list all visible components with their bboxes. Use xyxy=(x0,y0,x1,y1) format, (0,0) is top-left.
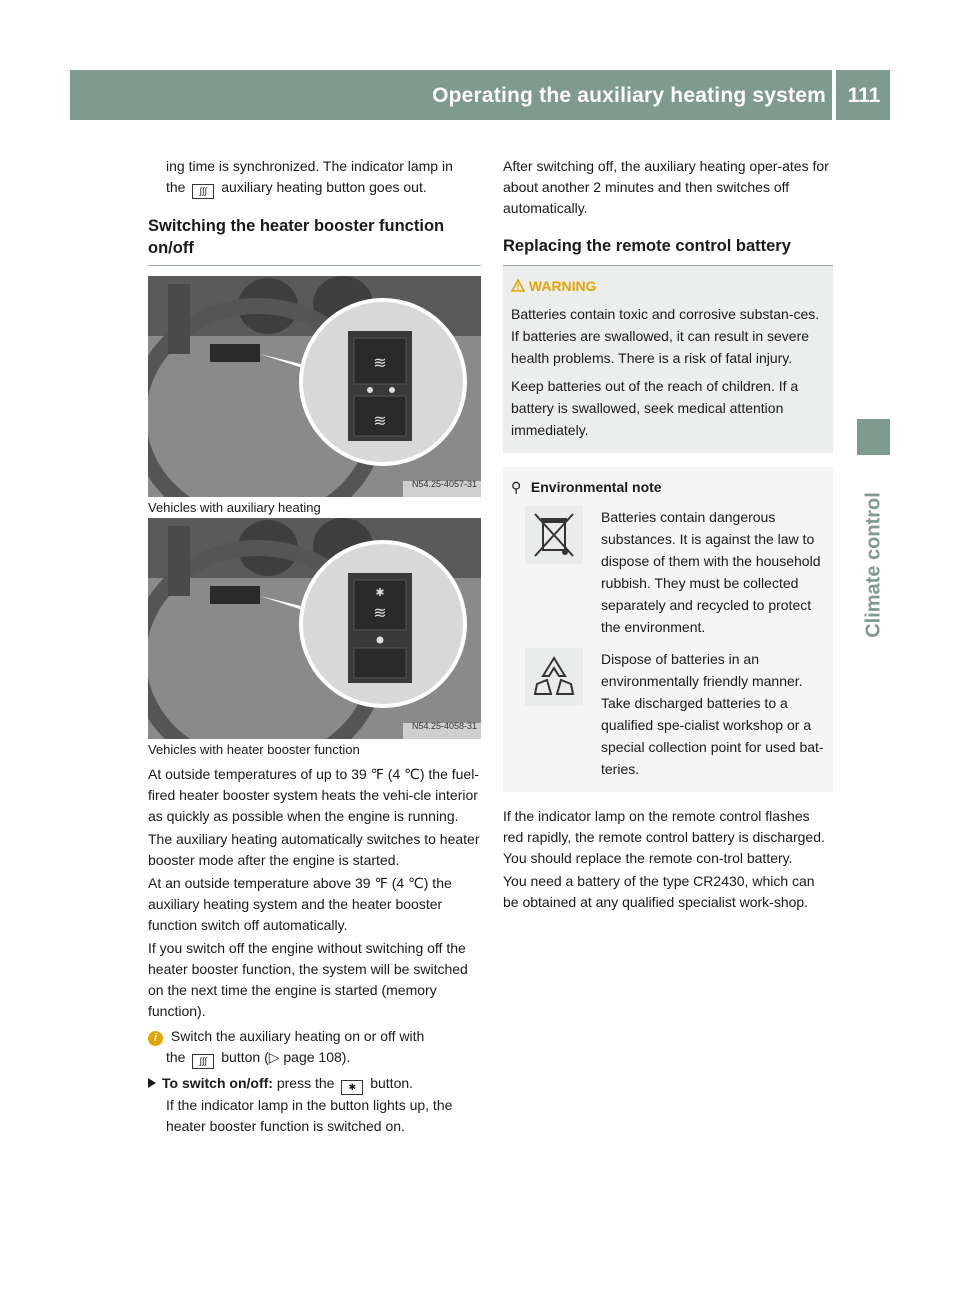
header-separator xyxy=(832,70,836,120)
info-text-a: Switch the auxiliary heating on or off with xyxy=(170,1028,425,1044)
env-label: Environmental note xyxy=(530,479,662,495)
photo-code: N54.25-4058-31 xyxy=(411,721,477,731)
side-tab-label: Climate control xyxy=(862,492,884,638)
info-note-line-2 xyxy=(148,1047,481,1069)
section-marker xyxy=(857,419,890,455)
warning-triangle-icon xyxy=(511,279,525,292)
intro-text-a: the xyxy=(166,179,186,195)
photo-heater-booster xyxy=(148,518,481,739)
env-text: Dispose of batteries in an environmentally friendly manner. Take discharged batteries to a qualified spe-cialist workshop or a special collection point for used bat-teries. xyxy=(601,651,824,777)
intro-line-2 xyxy=(148,177,481,199)
paragraph: At an outside temperature above 39 ℉ (4 ℃) the auxiliary heating system and the heater booster function switch off automatically. xyxy=(148,875,452,933)
photo-auxiliary-heating xyxy=(148,276,481,497)
paragraph: After switching off, the auxiliary heating oper-ates for about another 2 minutes and then switches off automatically. xyxy=(503,158,829,216)
heading-rule xyxy=(148,265,481,266)
auxiliary-heating-icon: ∫∫∫ xyxy=(192,184,214,199)
warning-box xyxy=(503,266,833,453)
env-header xyxy=(511,477,825,498)
paragraph: The auxiliary heating automatically switches to heater booster mode after the engine is started. xyxy=(148,831,480,868)
step-result: If the indicator lamp in the button lights up, the heater booster function is switched on. xyxy=(166,1097,453,1134)
crossed-bin-icon xyxy=(525,506,583,564)
recycling-icon xyxy=(525,648,583,706)
env-row xyxy=(511,648,825,780)
info-icon: i xyxy=(148,1031,163,1046)
step-label: To switch on/off: xyxy=(162,1075,273,1091)
page-title: Operating the auxiliary heating system xyxy=(432,84,826,107)
paragraph: If you switch off the engine without switching off the heater booster function, the system will be switched on the next time the engine is started (memory function). xyxy=(148,940,468,1019)
page-header xyxy=(70,70,890,120)
warning-label: WARNING xyxy=(528,278,597,294)
intro-text-b: auxiliary heating button goes out. xyxy=(221,179,427,195)
auxiliary-heating-icon: ∫∫∫ xyxy=(192,1054,214,1069)
info-text-b: the xyxy=(166,1049,186,1065)
intro-line-1: ing time is synchronized. The indicator lamp in xyxy=(166,158,453,174)
section-heading: Replacing the remote control battery xyxy=(503,237,791,255)
info-note xyxy=(148,1026,481,1047)
photo-code: N54.25-4057-31 xyxy=(411,479,477,489)
lightbulb-icon: ⚲ xyxy=(511,479,522,495)
warning-text: Keep batteries out of the reach of children. If a battery is swallowed, seek medical attention immediately. xyxy=(511,378,799,438)
svg-text:≋: ≋ xyxy=(373,411,387,430)
svg-text:≋: ≋ xyxy=(373,353,387,372)
left-column xyxy=(148,156,481,1137)
side-tab xyxy=(857,460,890,670)
page-number: 111 xyxy=(847,84,881,107)
step-text-a: press the xyxy=(276,1075,335,1091)
warning-header xyxy=(511,276,825,297)
warning-text: Batteries contain toxic and corrosive substan-ces. If batteries are swallowed, it can result in severe health problems. There is a risk of fatal injury. xyxy=(511,306,820,366)
paragraph: At outside temperatures of up to 39 ℉ (4 ℃) the fuel-fired heater booster system heats the vehi-cle interior as quickly as possible when the engine is running. xyxy=(148,766,479,824)
instruction-step xyxy=(148,1073,481,1095)
svg-text:✱: ✱ xyxy=(375,586,385,599)
env-text: Batteries contain dangerous substances. It is against the law to dispose of them with the household rubbish. They must be collected separately and recycled to protect the environment. xyxy=(601,509,821,635)
paragraph: If the indicator lamp on the remote control flashes red rapidly, the remote control battery is discharged. You should replace the remote con-trol battery. xyxy=(503,808,825,866)
photo-caption: Vehicles with auxiliary heating xyxy=(148,500,321,515)
right-column xyxy=(503,156,833,913)
photo-caption: Vehicles with heater booster function xyxy=(148,742,360,757)
page-reference-link[interactable]: ▷ page 108). xyxy=(268,1049,351,1065)
heater-booster-icon: ✱ xyxy=(341,1080,363,1095)
env-row xyxy=(511,506,825,638)
info-text-c: button ( xyxy=(221,1049,269,1065)
step-text-b: button. xyxy=(370,1075,414,1091)
svg-text:≋: ≋ xyxy=(373,603,387,622)
environmental-note-box xyxy=(503,467,833,792)
section-heading: Switching the heater booster function on/off xyxy=(148,217,445,257)
paragraph: You need a battery of the type CR2430, which can be obtained at any qualified specialist work-shop. xyxy=(503,873,815,910)
step-arrow-icon xyxy=(148,1078,156,1088)
